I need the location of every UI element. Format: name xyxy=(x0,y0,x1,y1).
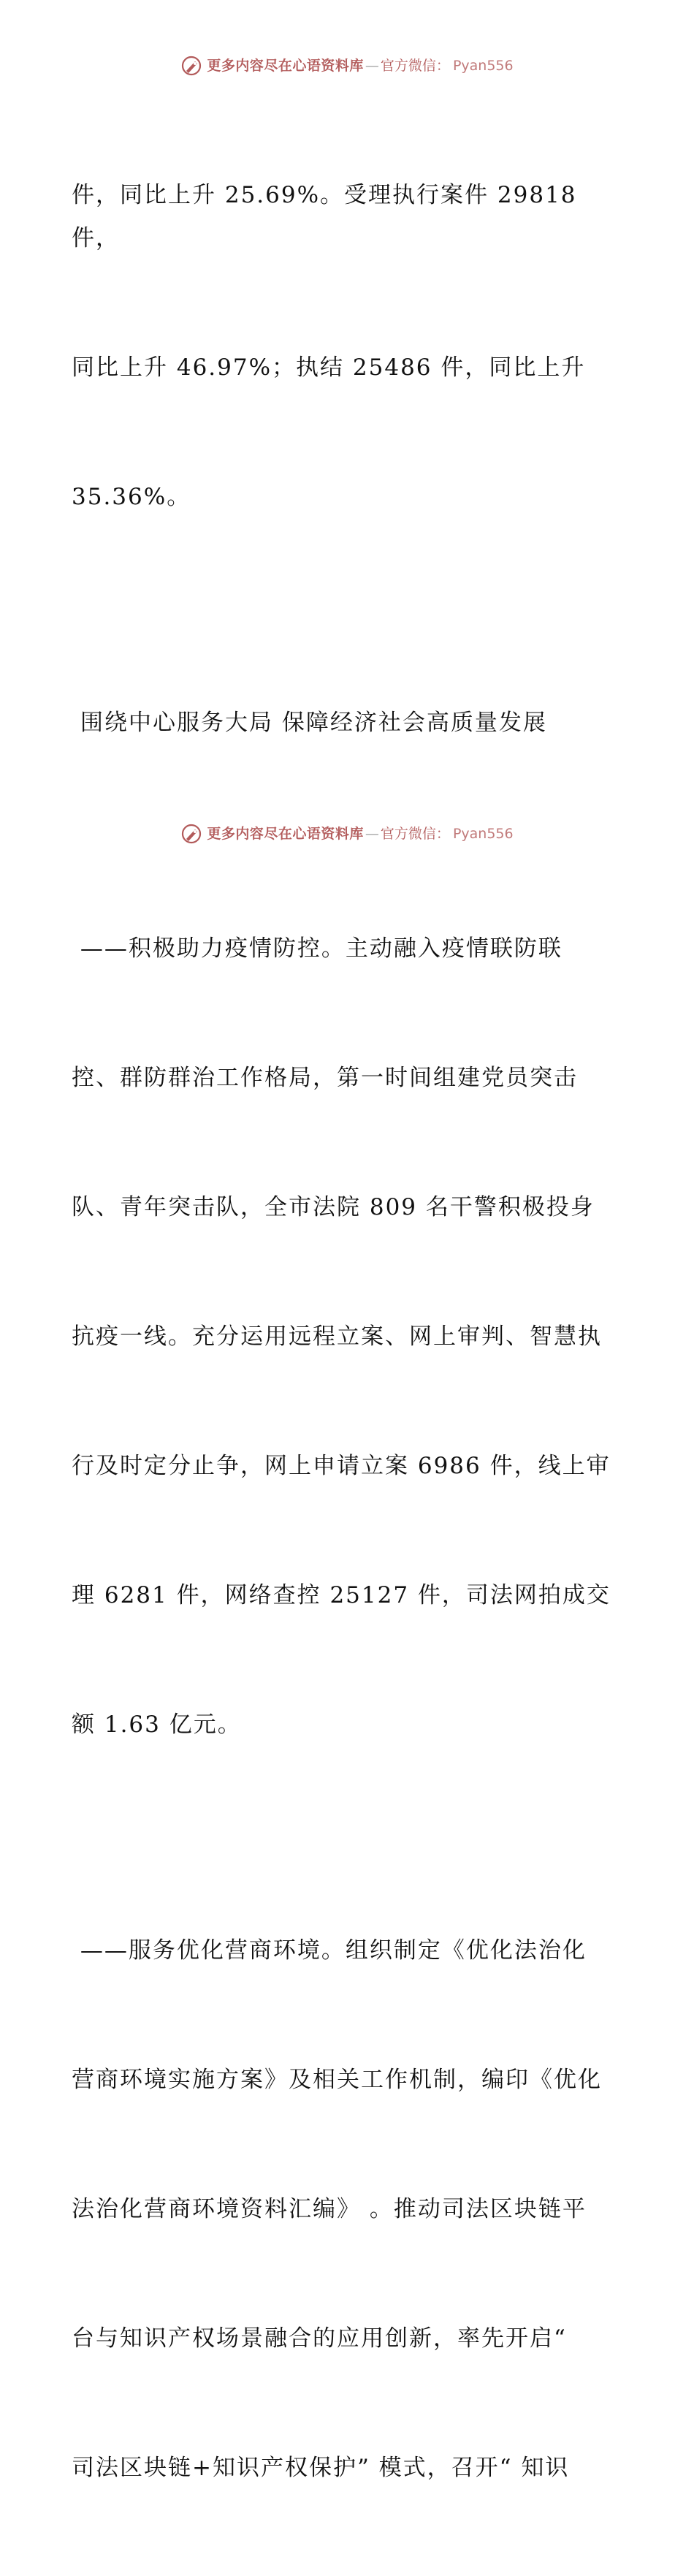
text-line: 抗疫一线。充分运用远程立案、网上审判、智慧执 xyxy=(72,1323,602,1350)
text-line: 行及时定分止争，网上申请立案 6986 件，线上审 xyxy=(72,1453,611,1479)
section-heading xyxy=(72,615,627,831)
text-line: ——服务优化营商环境。组织制定《优化法治化 xyxy=(72,1937,587,1964)
footer-watermark xyxy=(0,819,694,848)
text-line: 35.36%。 xyxy=(72,484,191,510)
watermark-text: 更多内容尽在心语资料库 xyxy=(207,57,364,74)
document-body xyxy=(72,88,627,2576)
paragraph-business-environment xyxy=(72,1843,627,2576)
text-line: 控、群防群治工作格局，第一时间组建党员突击 xyxy=(72,1065,578,1091)
text-line: 队、青年突击队，全市法院 809 名干警积极投身 xyxy=(72,1194,595,1220)
text-line: 同比上升 46.97%；执结 25486 件，同比上升 xyxy=(72,354,586,381)
text-line: 件，同比上升 25.69%。受理执行案件 29818 件， xyxy=(72,182,586,251)
paragraph-epidemic-control xyxy=(72,841,627,1833)
watermark-label: 官方微信： xyxy=(380,57,450,74)
paragraph-statistics xyxy=(72,88,627,605)
heading-text: 围绕中心服务大局 保障经济社会高质量发展 xyxy=(80,710,547,736)
watermark-separator: — xyxy=(365,57,379,74)
watermark-wechat-id: Pyan556 xyxy=(452,825,514,842)
watermark-separator: — xyxy=(365,825,379,842)
watermark-wechat-id: Pyan556 xyxy=(452,57,514,74)
pen-logo-icon xyxy=(180,55,202,77)
text-line: 营商环境实施方案》及相关工作机制，编印《优化 xyxy=(72,2067,602,2093)
header-watermark xyxy=(0,51,694,80)
text-line: 台与知识产权场景融合的应用创新，率先开启“ xyxy=(72,2325,567,2352)
text-line: 理 6281 件，网络查控 25127 件，司法网拍成交 xyxy=(72,1582,611,1608)
text-line: ——积极助力疫情防控。主动融入疫情联防联 xyxy=(72,935,563,962)
text-line: 额 1.63 亿元。 xyxy=(72,1711,242,1738)
watermark-label: 官方微信： xyxy=(380,825,450,842)
text-line: 司法区块链+知识产权保护” 模式，召开“ 知识 xyxy=(72,2455,570,2481)
pen-logo-icon xyxy=(180,823,202,845)
text-line: 法治化营商环境资料汇编》 。推动司法区块链平 xyxy=(72,2196,587,2222)
watermark-text: 更多内容尽在心语资料库 xyxy=(207,825,364,842)
